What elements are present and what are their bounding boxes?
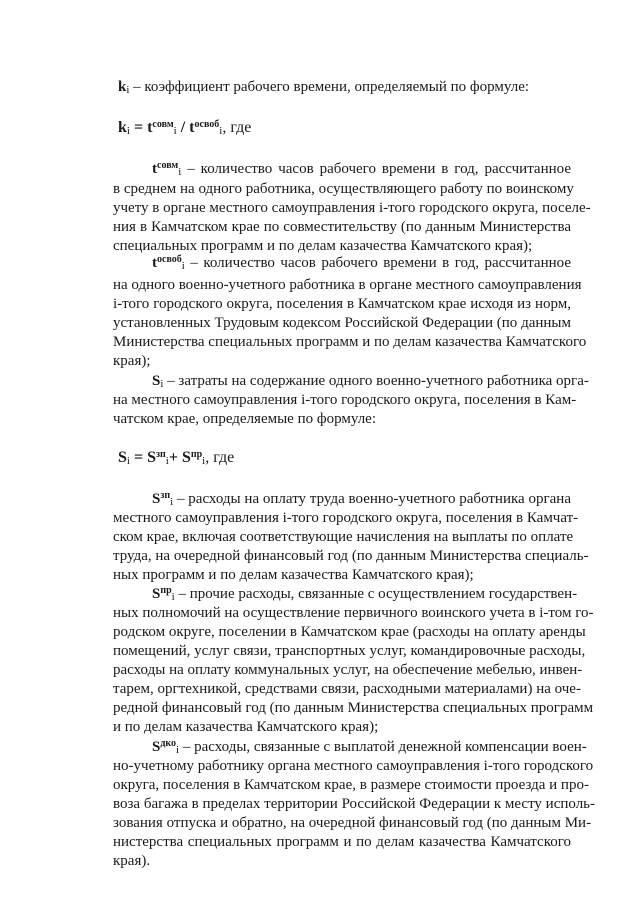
t-sovm-line-1: [152, 160, 571, 179]
t-sovm-text-1: – количество часов рабочего времени в год, рассчитанное: [181, 161, 571, 177]
s-dko-text-1: – расходы, связанные с выплатой денежной компенсации воен-: [179, 739, 587, 755]
k-description: – коэффициент рабочего времени, определяемый по формуле:: [129, 79, 530, 95]
k-formula-sub2: i: [219, 125, 223, 137]
k-formula-sup2: освоб: [194, 119, 220, 130]
s-dko-line-7: края).: [113, 853, 151, 869]
s-formula-sub2: i: [202, 455, 206, 467]
t-osvob-line-6: края);: [113, 353, 151, 369]
k-formula-eq: = t: [129, 119, 153, 136]
s-dko-line-6: нистерства специальных программ и по делам казачества Камчатского: [113, 834, 571, 850]
s-dko-line-1: [152, 738, 587, 757]
t-osvob-line-2: на одного военно-учетного работника в органе местного самоуправления: [113, 277, 582, 293]
t-osvob-line-3: i-того городского округа, поселения в Камчатском крае исходя из норм,: [113, 296, 571, 312]
s-pr-line-4: помещений, услуг связи, транспортных услуг, командировочные расходы,: [113, 643, 586, 659]
s-pr-line-3: родском округе, поселении в Камчатском крае (расходы на оплату аренды: [113, 624, 586, 640]
s-zp-line-1: [152, 490, 571, 509]
s-i-symbol: S: [152, 373, 161, 389]
s-pr-sup: пр: [160, 585, 172, 596]
k-symbol: k: [118, 79, 127, 95]
s-zp-sup: зп: [160, 490, 171, 501]
t-osvob-line-5: Министерства специальных программ и по делам казачества Камчатского: [113, 334, 587, 350]
s-formula-sup1: зп: [155, 449, 166, 460]
s-zp-line-3: ском крае, включая соответствующие начисления на выплаты по оплате: [113, 529, 574, 545]
s-pr-line-1: [152, 585, 578, 604]
s-i-text-1: – затраты на содержание одного военно-учетного работника орга-: [163, 373, 589, 389]
k-formula-lhs: k: [118, 119, 127, 136]
t-sovm-line-4: ния в Камчатском крае по совместительству (по данным Министерства: [113, 219, 571, 235]
s-dko-line-2: но-учетному работнику органа местного самоуправления i-того городского: [113, 758, 594, 774]
s-dko-symbol: S: [152, 739, 161, 755]
s-i-line-2: на местного самоуправления i-того городского округа, поселения в Кам-: [113, 392, 577, 408]
s-pr-line-5: расходы на оплату коммунальных услуг, на обеспечение мебелью, инвен-: [113, 662, 583, 678]
k-formula: [118, 118, 251, 138]
s-dko-line-5: зования отпуска и обратно, на очередной финансовый год (по данным Ми-: [113, 815, 592, 831]
k-formula-div: / t: [176, 119, 195, 136]
k-formula-lhs-sub: i: [126, 125, 130, 137]
s-pr-line-2: ных полномочий на осуществление первичного воинского учета в i-том го-: [113, 605, 594, 621]
s-i-sub: i: [160, 378, 164, 390]
s-formula-sup2: пр: [190, 449, 203, 460]
k-formula-tail: , где: [222, 119, 252, 136]
t-sovm-line-5: специальных программ и по делам казачества Камчатского края);: [113, 238, 533, 254]
s-zp-text-1: – расходы на оплату труда военно-учетного работника органа: [173, 491, 571, 507]
s-i-line-1: [152, 372, 589, 391]
s-formula-eq: = S: [129, 449, 156, 466]
s-zp-symbol: S: [152, 491, 161, 507]
s-pr-sub: i: [171, 591, 175, 603]
s-i-line-3: чатском крае, определяемые по формуле:: [113, 411, 377, 427]
s-formula: [118, 448, 234, 468]
k-coefficient-line: [118, 78, 576, 97]
t-osvob-symbol: t: [152, 255, 157, 271]
k-formula-sub1: i: [173, 125, 177, 137]
s-dko-line-3: округа, поселения в Камчатском крае, в размере стоимости проезда и про-: [113, 777, 589, 793]
t-sovm-sub: i: [178, 166, 182, 178]
s-pr-line-7: редной финансовый год (по данным Министерства специальных программ: [113, 700, 594, 716]
t-osvob-line-1: [152, 254, 571, 273]
s-pr-line-6: тарем, оргтехникой, средствами связи, расходными материалами) на оче-: [113, 681, 581, 697]
t-sovm-line-2: в среднем на одного работника, осуществляющего работу по воинскому: [113, 181, 574, 197]
s-dko-sup: дко: [160, 738, 177, 749]
s-zp-line-2: местного самоуправления i-того городского округа, поселения в Камчат-: [113, 510, 579, 526]
s-pr-text-1: – прочие расходы, связанные с осуществлением государствен-: [174, 586, 578, 602]
k-subscript: i: [126, 84, 130, 96]
s-formula-lhs: S: [118, 449, 127, 466]
s-dko-sub: i: [176, 744, 180, 756]
s-zp-line-5: ных программ и по делам казачества Камчатского края);: [113, 567, 474, 583]
s-pr-line-8: и по делам казачества Камчатского края);: [113, 719, 379, 735]
s-formula-lhs-sub: i: [126, 455, 130, 467]
t-sovm-symbol: t: [152, 161, 157, 177]
s-zp-line-4: труда, на очередной финансовый год (по данным Министерства специаль-: [113, 548, 589, 564]
t-osvob-line-4: установленных Трудовым кодексом Российской Федерации (по данным: [113, 315, 571, 331]
s-formula-plus: + S: [168, 449, 191, 466]
t-sovm-line-3: учету в органе местного самоуправления i-того городского округа, поселе-: [113, 200, 591, 216]
t-osvob-text-1: – количество часов рабочего времени в год, рассчитанное: [184, 255, 571, 271]
s-formula-sub1: i: [165, 455, 169, 467]
t-osvob-sup: освоб: [157, 254, 182, 265]
s-pr-symbol: S: [152, 586, 161, 602]
s-formula-tail: , где: [205, 449, 235, 466]
s-dko-line-4: воза багажа в пределах территории Российской Федерации к месту исполь-: [113, 796, 596, 812]
t-osvob-sub: i: [181, 260, 185, 272]
k-formula-sup1: совм: [152, 119, 174, 130]
s-zp-sub: i: [170, 496, 174, 508]
t-sovm-sup: совм: [157, 160, 179, 171]
